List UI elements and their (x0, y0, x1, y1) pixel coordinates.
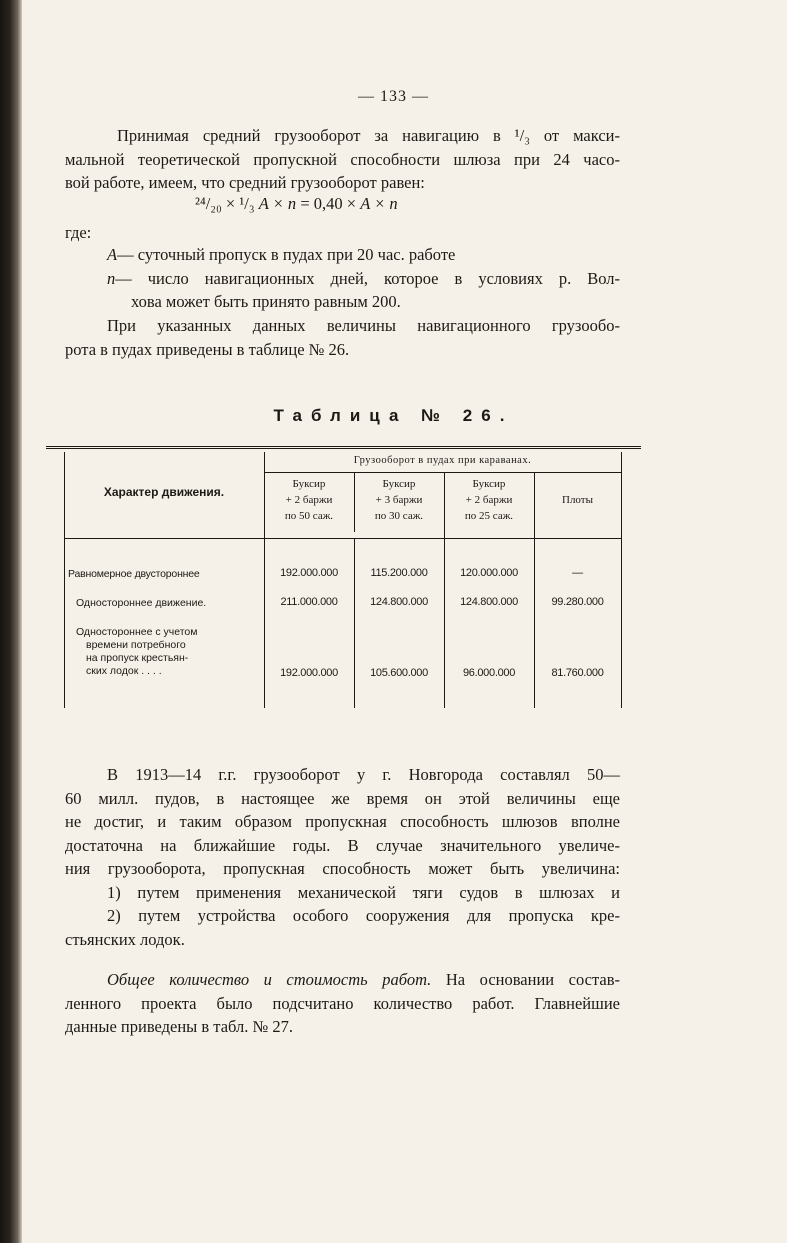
para4-line: данные приведены в табл. № 27. (65, 1017, 293, 1036)
para3-line: 60 милл. пудов, в настоящее же время он этой величины еще (65, 788, 620, 808)
row-label-line: Одностороннее с учетом (76, 626, 198, 638)
definition-symbol: A (107, 245, 118, 264)
formula-right-expr: A × n (360, 194, 398, 213)
row-label: Равномерное двустороннее (68, 568, 200, 580)
table-26 (46, 446, 641, 708)
intro-paragraph (65, 124, 620, 195)
table-hline (264, 472, 621, 473)
table-cell-value: 115.200.000 (370, 567, 428, 579)
table-title: Таблица № 26. (273, 406, 514, 425)
row-label (76, 626, 262, 678)
table-cell-value: 96.000.000 (462, 667, 516, 679)
table-cell-value: — (572, 567, 583, 579)
where-label: где: (65, 223, 92, 242)
para3-line: достаточна на ближайшие годы. В случае значительного увеличе- (65, 835, 620, 855)
definition-line (65, 267, 620, 291)
para4-italic-lead: Общее количество и стоимость работ. (107, 970, 432, 989)
sub-header-line: по 30 саж. (374, 510, 424, 522)
sub-header-line: + 3 баржи (375, 494, 423, 506)
formula-left-expr: A × n (258, 194, 297, 213)
formula-eq: = 0,40 × (300, 194, 357, 213)
table-cell-value: 192.000.000 (280, 667, 338, 679)
page-number: — 133 — (358, 88, 429, 105)
para3-line: не достиг, и таким образом пропускная способность шлюзов вполне (65, 812, 620, 831)
intro-line: мальной теоретической пропускной способности шлюза при 24 часо- (65, 149, 620, 169)
formula-coef: ²⁴/₂₀ × ¹/₃ (195, 194, 255, 213)
sub-header (354, 476, 444, 524)
sub-header (534, 492, 621, 508)
definition-text: — суточный пропуск в пудах при 20 час. работе (117, 245, 456, 264)
sub-header-line: по 50 саж. (284, 510, 334, 522)
row-label-line: на пропуск крестьян- (86, 652, 189, 664)
sub-header-line: Буксир (382, 478, 416, 490)
sub-header-line: Плоты (562, 494, 593, 506)
definition-line (65, 243, 620, 267)
sub-header-line: по 25 саж. (464, 510, 514, 522)
sub-header (264, 476, 354, 524)
para3-line: ния грузооборота, пропускная способность может быть увеличина: (65, 859, 620, 878)
intro-line: Принимая средний грузооборот за навигацию в ¹/₃ от макси- (117, 126, 620, 145)
definitions (65, 243, 620, 314)
definition-text: — число навигационных дней, которое в условиях р. Вол- (115, 268, 620, 288)
table-hline (64, 538, 621, 539)
table-top-rule (46, 446, 641, 449)
group-header: Грузооборот в пудах при караванах. (353, 455, 532, 466)
table-cell-value: 105.600.000 (370, 667, 428, 679)
definition-symbol: n (107, 268, 116, 288)
table-cell-value: 192.000.000 (280, 567, 338, 579)
table-vline (621, 452, 622, 708)
table-cell-value: 211.000.000 (280, 596, 338, 608)
para4-line (65, 968, 620, 992)
col-header-movement: Характер движения. (103, 485, 225, 499)
para3-line: стьянских лодок. (65, 929, 185, 949)
paragraph-cargo-1913 (65, 763, 620, 951)
sub-header (444, 476, 534, 524)
sub-header-line: + 2 баржи (465, 494, 513, 506)
sub-header-line: + 2 баржи (285, 494, 333, 506)
paragraph-table-ref (65, 314, 620, 361)
table-cell-value: 99.280.000 (551, 596, 604, 608)
definition-text: хова может быть принято равным 200. (131, 292, 401, 311)
paragraph-works (65, 968, 620, 1039)
intro-line: вой работе, имеем, что средний грузооборот равен: (65, 173, 425, 192)
para2-line: рота в пудах приведены в таблице № 26. (65, 339, 350, 359)
sub-header-line: Буксир (472, 478, 506, 490)
table-cell-value: 124.800.000 (460, 596, 518, 608)
table-cell-value: 124.800.000 (370, 596, 428, 608)
row-label-line: ских лодок . . . . (86, 665, 162, 677)
table-cell-value: 81.760.000 (551, 667, 604, 679)
row-label: Одностороннее движение. (76, 597, 207, 609)
para3-line: 2) путем устройства особого сооружения для пропуска кре- (107, 906, 620, 925)
table-cell-value: 120.000.000 (460, 567, 518, 579)
para4-line: ленного проекта было подсчитано количество работ. Главнейшие (65, 993, 620, 1013)
book-binding-edge (0, 0, 22, 1243)
formula (195, 194, 398, 214)
definition-line (65, 290, 620, 314)
sub-header-line: Буксир (292, 478, 326, 490)
row-label-line: времени потребного (86, 639, 186, 651)
para3-line: 1) путем применения механической тяги судов в шлюзах и (107, 882, 620, 902)
table-vline (354, 538, 355, 708)
para3-line: В 1913—14 г.г. грузооборот у г. Новгорода составлял 50— (107, 765, 620, 784)
para4-text: На основании состав- (445, 970, 620, 989)
para2-line: При указанных данных величины навигационного грузообо- (107, 316, 620, 335)
